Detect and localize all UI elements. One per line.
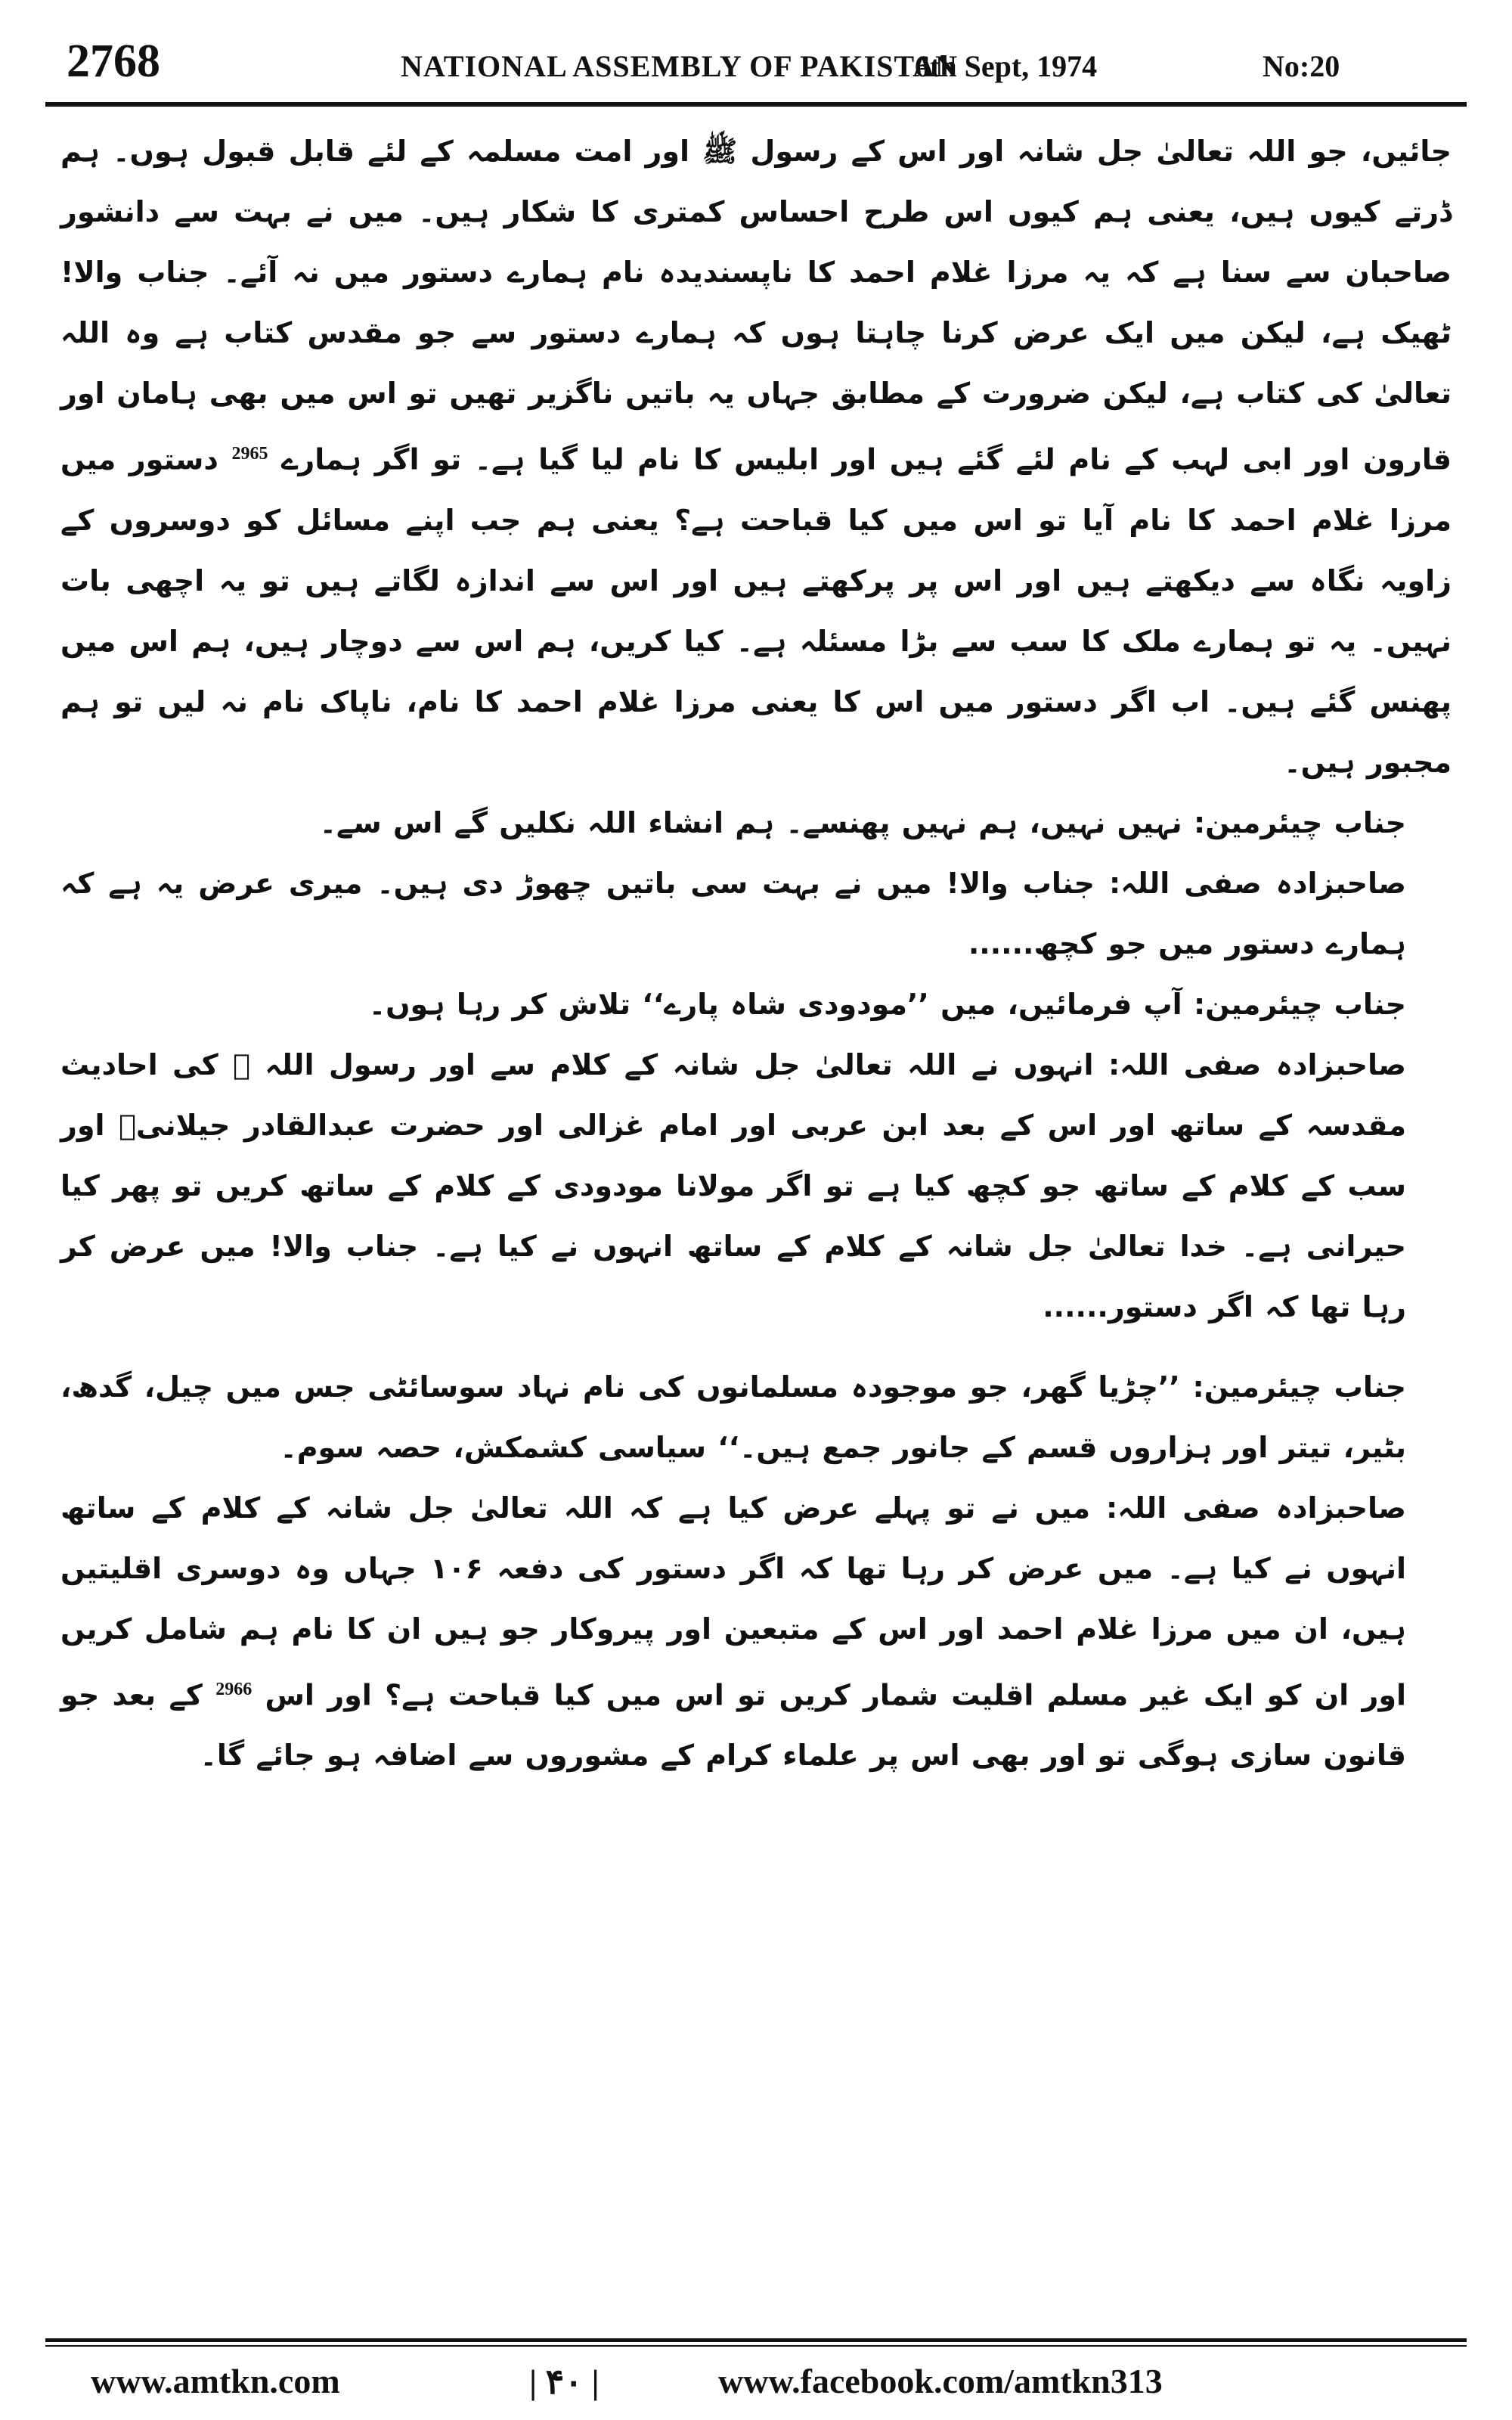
- paragraph-text: جناب والا! میں نے بہت سی باتیں چھوڑ دی ہیں۔ میری عرض یہ ہے کہ ہمارے دستور میں جو کچھ......: [60, 866, 1406, 960]
- paragraph-text-continued: کے بعد جو قانون سازی ہوگی تو اور بھی اس پر علماء کرام کے مشوروں سے اضافہ ہو جائے گا۔: [60, 1678, 1406, 1773]
- spacer: [60, 1337, 1452, 1357]
- speaker-name: صاحبزادہ صفی اللہ:: [1106, 1491, 1406, 1525]
- page-number: 2768: [67, 36, 160, 87]
- page-header: [45, 30, 1467, 98]
- paragraph-5: [60, 1035, 1452, 1337]
- page-footer: [45, 2353, 1467, 2406]
- paragraph-text: انہوں نے اللہ تعالیٰ جل شانہ کے کلام سے اور رسول اللہ ﷺ کی احادیث مقدسہ کے ساتھ اور اس کے بعد ابن عربی اور امام غزالی اور حضرت عبدالقادر جیلانیؒ اور سب کے کلام کے ساتھ جو کچھ کیا ہے تو اگر مولانا مودودی کے کلام کے ساتھ کریں تو پھر کیا حیرانی ہے۔ خدا تعالیٰ جل شانہ کے کلام کے ساتھ انہوں نے کیا ہے۔ جناب والا! میں عرض کر رہا تھا کہ اگر دستور......: [60, 1047, 1406, 1323]
- footer-page-number: | ۴۰ |: [529, 2363, 600, 2401]
- paragraph-3: [60, 853, 1452, 974]
- paragraph-text: میں نے تو پہلے عرض کیا ہے کہ اللہ تعالیٰ جل شانہ کے کلام کے ساتھ انہوں نے کیا ہے۔ میں عرض کر رہا تھا کہ اگر دستور کی دفعہ ۱۰۶ جہاں وہ دوسری اقلیتیں ہیں، ان میں مرزا غلام احمد اور اس کے متبعین اور پیروکار جو ہیں ان کا نام ہم شامل کریں اور ان کو ایک غیر مسلم اقلیت شمار کریں تو اس میں کیا قباحت ہے؟ اور اس: [60, 1491, 1407, 1712]
- speaker-name: جناب چیئرمین:: [1192, 1370, 1406, 1404]
- header-date: 6th Sept, 1974: [915, 49, 1098, 83]
- footer-divider-thin: [45, 2345, 1467, 2347]
- paragraph-text: آپ فرمائیں، میں ’’مودودی شاہ پارے‘‘ تلاش کر رہا ہوں۔: [368, 987, 1182, 1021]
- header-divider: [45, 102, 1467, 107]
- speaker-name: جناب چیئرمین:: [1193, 987, 1406, 1021]
- paragraph-text: ’’چڑیا گھر، جو موجودہ مسلمانوں کی نام نہاد سوسائٹی جس میں چیل، گدھ، بٹیر، تیتر اور ہزاروں قسم کے جانور جمع ہیں۔‘‘ سیاسی کشمکش، حصہ سوم۔: [60, 1370, 1406, 1464]
- paragraph-text: نہیں نہیں، ہم نہیں پھنسے۔ ہم انشاء اللہ نکلیں گے اس سے۔: [319, 805, 1182, 839]
- footer-divider-thick: [45, 2338, 1467, 2342]
- document-body: [60, 121, 1452, 2314]
- paragraph-2: [60, 793, 1452, 853]
- paragraph-7: [60, 1478, 1452, 1786]
- speaker-name: جناب چیئرمین:: [1193, 805, 1406, 839]
- footnote-marker: 2965: [231, 444, 268, 464]
- header-title: NATIONAL ASSEMBLY OF PAKISTAN: [401, 49, 958, 83]
- speaker-name: صاحبزادہ صفی اللہ:: [1109, 866, 1406, 900]
- paragraph-6: [60, 1357, 1452, 1478]
- facebook-link[interactable]: www.facebook.com/amtkn313: [718, 2362, 1163, 2400]
- speaker-name: صاحبزادہ صفی اللہ:: [1108, 1047, 1407, 1081]
- website-link[interactable]: www.amtkn.com: [91, 2362, 340, 2400]
- header-issue: No:20: [1263, 49, 1340, 83]
- paragraph-1: [60, 121, 1452, 793]
- paragraph-text: جائیں، جو اللہ تعالیٰ جل شانہ اور اس کے رسول ﷺ اور امت مسلمہ کے لئے قابل قبول ہوں۔ ہم ڈرتے کیوں ہیں، یعنی ہم کیوں اس طرح احساس کمتری کا شکار ہیں۔ میں نے بہت سے دانشور صاحبان سے سنا ہے کہ یہ مرزا غلام احمد کا ناپسندیدہ نام ہمارے دستور میں نہ آئے۔ جناب والا! ٹھیک ہے، لیکن میں ایک عرض کرنا چاہتا ہوں کہ ہمارے دستور سے جو مقدس کتاب ہے وہ اللہ تعالیٰ کی کتاب ہے، لیکن ضرورت کے مطابق جہاں یہ باتیں ناگزیر تھیں تو اس میں بھی ہامان اور قارون اور ابی لہب کے نام لئے گئے ہیں اور ابلیس کا نام لیا گیا ہے۔ تو اگر ہمارے: [60, 135, 1452, 476]
- footnote-marker: 2966: [215, 1679, 253, 1699]
- paragraph-text-continued: دستور میں مرزا غلام احمد کا نام آیا تو اس میں کیا قباحت ہے؟ یعنی ہم جب اپنے مسائل کو دوسروں کے زاویہ نگاہ سے دیکھتے ہیں اور اس پر پرکھتے ہیں اور اس سے اندازہ لگاتے ہیں تو یہ اچھی بات نہیں۔ یہ تو ہمارے ملک کا سب سے بڑا مسئلہ ہے۔ کیا کریں، ہم اس سے دوچار ہیں، ہم اس میں پھنس گئے ہیں۔ اب اگر دستور میں اس کا یعنی مرزا غلام احمد کا نام، ناپاک نام نہ لیں تو ہم مجبور ہیں۔: [60, 442, 1452, 779]
- paragraph-4: [60, 974, 1452, 1035]
